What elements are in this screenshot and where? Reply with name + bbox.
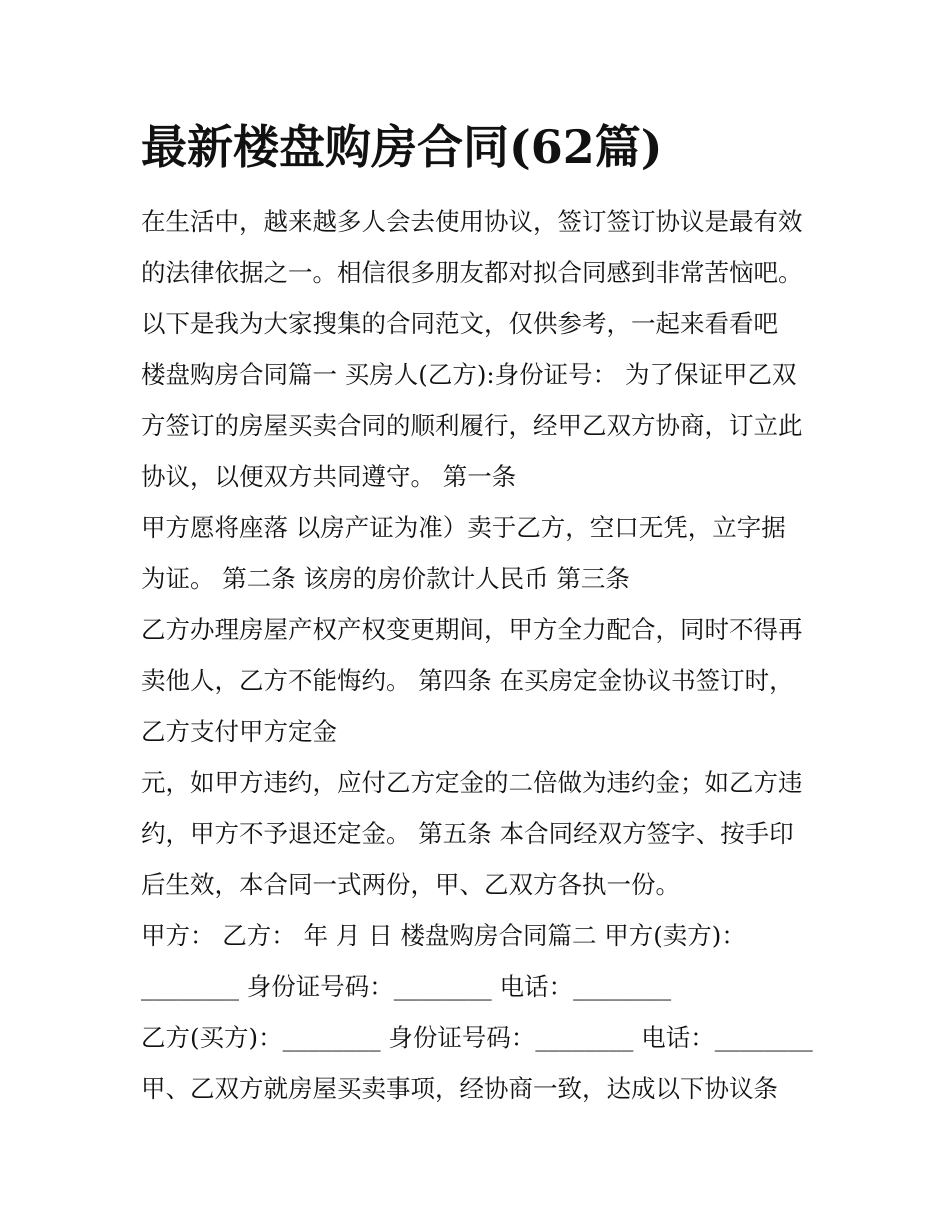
text-line: 后生效，本合同一式两份，甲、乙双方各执一份。: [141, 870, 680, 899]
document-body: [141, 196, 821, 1114]
text-line: 协议，以便双方共同遵守。 第一条: [141, 462, 517, 491]
text-line: 乙方办理房屋产权产权变更期间，甲方全力配合，同时不得再: [141, 615, 803, 644]
text-line: 乙方支付甲方定金: [141, 717, 337, 746]
text-line: 在生活中，越来越多人会去使用协议，签订签订协议是最有效: [141, 207, 803, 236]
document-title: 最新楼盘购房合同(62篇): [141, 120, 663, 174]
text-line: 为证。 第二条 该房的房价款计人民币 第三条: [141, 564, 630, 593]
text-line: 以下是我为大家搜集的合同范文，仅供参考，一起来看看吧: [141, 309, 778, 338]
text-line: 约，甲方不予退还定金。 第五条 本合同经双方签字、按手印: [141, 819, 794, 848]
text-line: 甲方愿将座落 以房产证为准）卖于乙方，空口无凭，立字据: [141, 513, 786, 542]
text-line: 甲方： 乙方： 年 月 日 楼盘购房合同篇二 甲方(卖方)：: [141, 921, 746, 950]
text-line: 楼盘购房合同篇一 买房人(乙方):身份证号： 为了保证甲乙双: [141, 360, 797, 389]
text-line: 元，如甲方违约，应付乙方定金的二倍做为违约金；如乙方违: [141, 768, 803, 797]
text-line: 卖他人，乙方不能悔约。 第四条 在买房定金协议书签订时，: [141, 666, 794, 695]
text-line: 方签订的房屋买卖合同的顺利履行，经甲乙双方协商，订立此: [141, 411, 803, 440]
text-line: 乙方(买方)：________ 身份证号码：________ 电话：________: [141, 1023, 813, 1052]
text-line: 甲、乙双方就房屋买卖事项，经协商一致，达成以下协议条: [141, 1074, 778, 1103]
text-line: 的法律依据之一。相信很多朋友都对拟合同感到非常苦恼吧。: [141, 258, 803, 287]
text-line: ________ 身份证号码：________ 电话：________: [141, 972, 672, 1001]
